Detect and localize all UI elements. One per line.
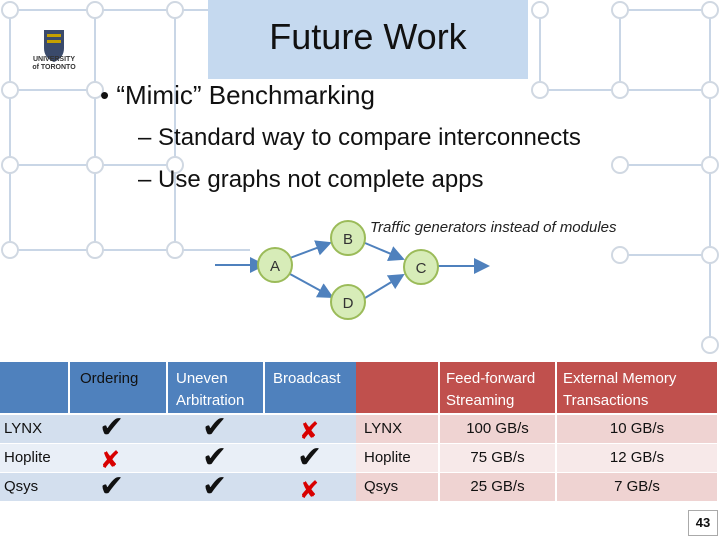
lynx-broadcast-cross-icon: ✘ — [299, 417, 320, 445]
right-row-name-qsys: Qsys — [364, 478, 399, 495]
hoplite-arbitration-check-icon: ✔ — [202, 440, 228, 475]
sub-bullet-1: – Standard way to compare interconnects — [138, 124, 581, 151]
node-a-label: A — [269, 258, 281, 275]
left-row-name-lynx: LYNX — [4, 420, 43, 437]
lynx-memory-value: 10 GB/s — [609, 420, 665, 437]
right-row-name-lynx: LYNX — [364, 420, 403, 437]
qsys-arbitration-check-icon: ✔ — [202, 469, 228, 504]
hoplite-streaming-value: 75 GB/s — [470, 449, 525, 466]
traffic-note: Traffic generators instead of modules — [370, 219, 617, 236]
header-feed-forward-line2: Streaming — [446, 392, 515, 409]
header-broadcast: Broadcast — [273, 370, 341, 387]
node-b-label: B — [342, 231, 354, 248]
header-feed-forward-streaming — [446, 368, 535, 412]
header-external-memory — [563, 368, 676, 412]
node-c-label: C — [415, 260, 427, 277]
qsys-broadcast-cross-icon: ✘ — [299, 476, 320, 504]
main-bullet-text: “Mimic” Benchmarking — [116, 80, 375, 110]
node-d-label: D — [342, 295, 354, 312]
header-uneven-arbitration: Uneven Arbitration — [176, 370, 245, 409]
right-row-name-hoplite: Hoplite — [364, 449, 411, 466]
header-external-memory-line2: Transactions — [563, 392, 649, 409]
left-row-name-qsys: Qsys — [4, 478, 39, 495]
header-external-memory-line1: External Memory — [563, 370, 677, 387]
hoplite-memory-value: 12 GB/s — [609, 449, 665, 466]
qsys-streaming-value: 25 GB/s — [470, 478, 525, 495]
qsys-ordering-check-icon: ✔ — [99, 469, 125, 504]
page-number: 43 — [688, 510, 718, 536]
lynx-arbitration-check-icon: ✔ — [202, 410, 228, 445]
logo-line-2: of TORONTO — [32, 64, 76, 71]
lynx-streaming-value: 100 GB/s — [466, 420, 529, 437]
lynx-ordering-check-icon: ✔ — [99, 410, 125, 445]
main-bullet: • “Mimic” Benchmarking — [100, 80, 375, 110]
hoplite-ordering-cross-icon: ✘ — [100, 446, 121, 474]
sub-bullet-2: – Use graphs not complete apps — [138, 166, 484, 193]
slide-title: Future Work — [269, 16, 467, 57]
header-feed-forward-line1: Feed-forward — [446, 370, 536, 387]
header-ordering: Ordering — [80, 370, 139, 387]
logo-line-1: UNIVERSITY — [32, 56, 75, 63]
hoplite-broadcast-check-icon: ✔ — [297, 440, 323, 475]
qsys-memory-value: 7 GB/s — [614, 478, 660, 495]
left-row-name-hoplite: Hoplite — [4, 449, 51, 466]
